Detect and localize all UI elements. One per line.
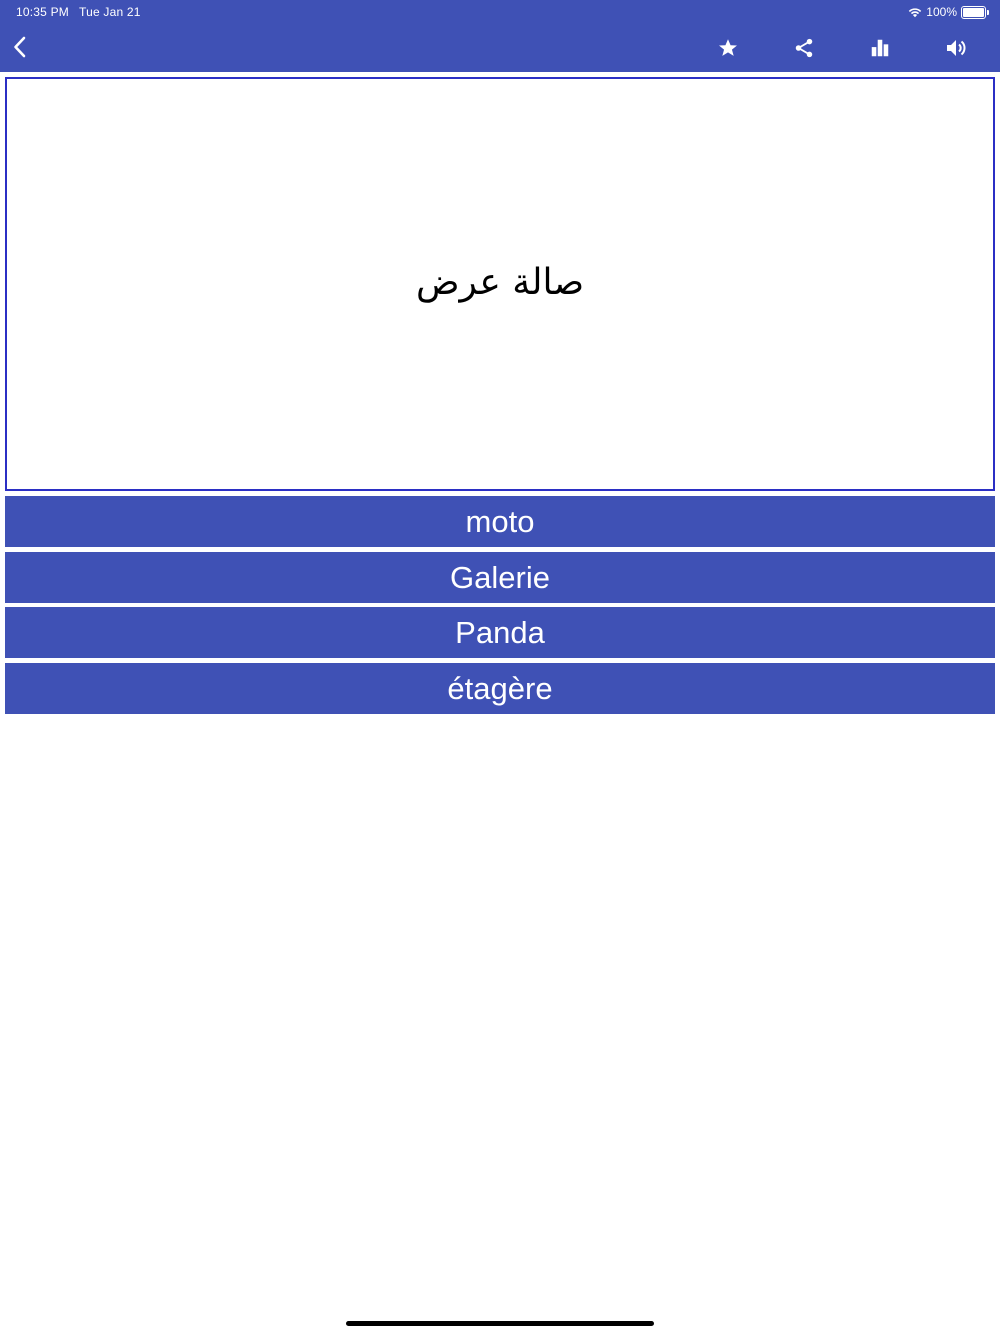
answer-option-2[interactable]: Galerie xyxy=(5,552,995,603)
question-word: صالة عرض xyxy=(415,262,585,303)
share-button[interactable] xyxy=(786,30,822,66)
battery-percentage: 100% xyxy=(926,5,957,19)
answer-option-1[interactable]: moto xyxy=(5,496,995,547)
battery-icon xyxy=(961,6,986,19)
answer-option-4[interactable]: étagère xyxy=(5,663,995,714)
top-bar xyxy=(0,0,1000,72)
favorite-button[interactable] xyxy=(710,30,746,66)
speak-button[interactable] xyxy=(938,30,974,66)
speaker-icon xyxy=(944,36,968,60)
status-time: 10:35 PM xyxy=(16,5,69,19)
chevron-left-icon xyxy=(12,35,28,59)
status-date: Tue Jan 21 xyxy=(79,5,141,19)
back-button[interactable] xyxy=(6,30,34,64)
answer-option-3[interactable]: Panda xyxy=(5,607,995,658)
question-card xyxy=(5,77,995,491)
share-icon xyxy=(793,37,815,59)
wifi-icon xyxy=(908,6,922,18)
status-indicators xyxy=(908,4,986,20)
statistics-button[interactable] xyxy=(862,30,898,66)
star-icon xyxy=(717,37,739,59)
bar-chart-icon xyxy=(869,37,891,59)
home-indicator[interactable] xyxy=(346,1321,654,1326)
